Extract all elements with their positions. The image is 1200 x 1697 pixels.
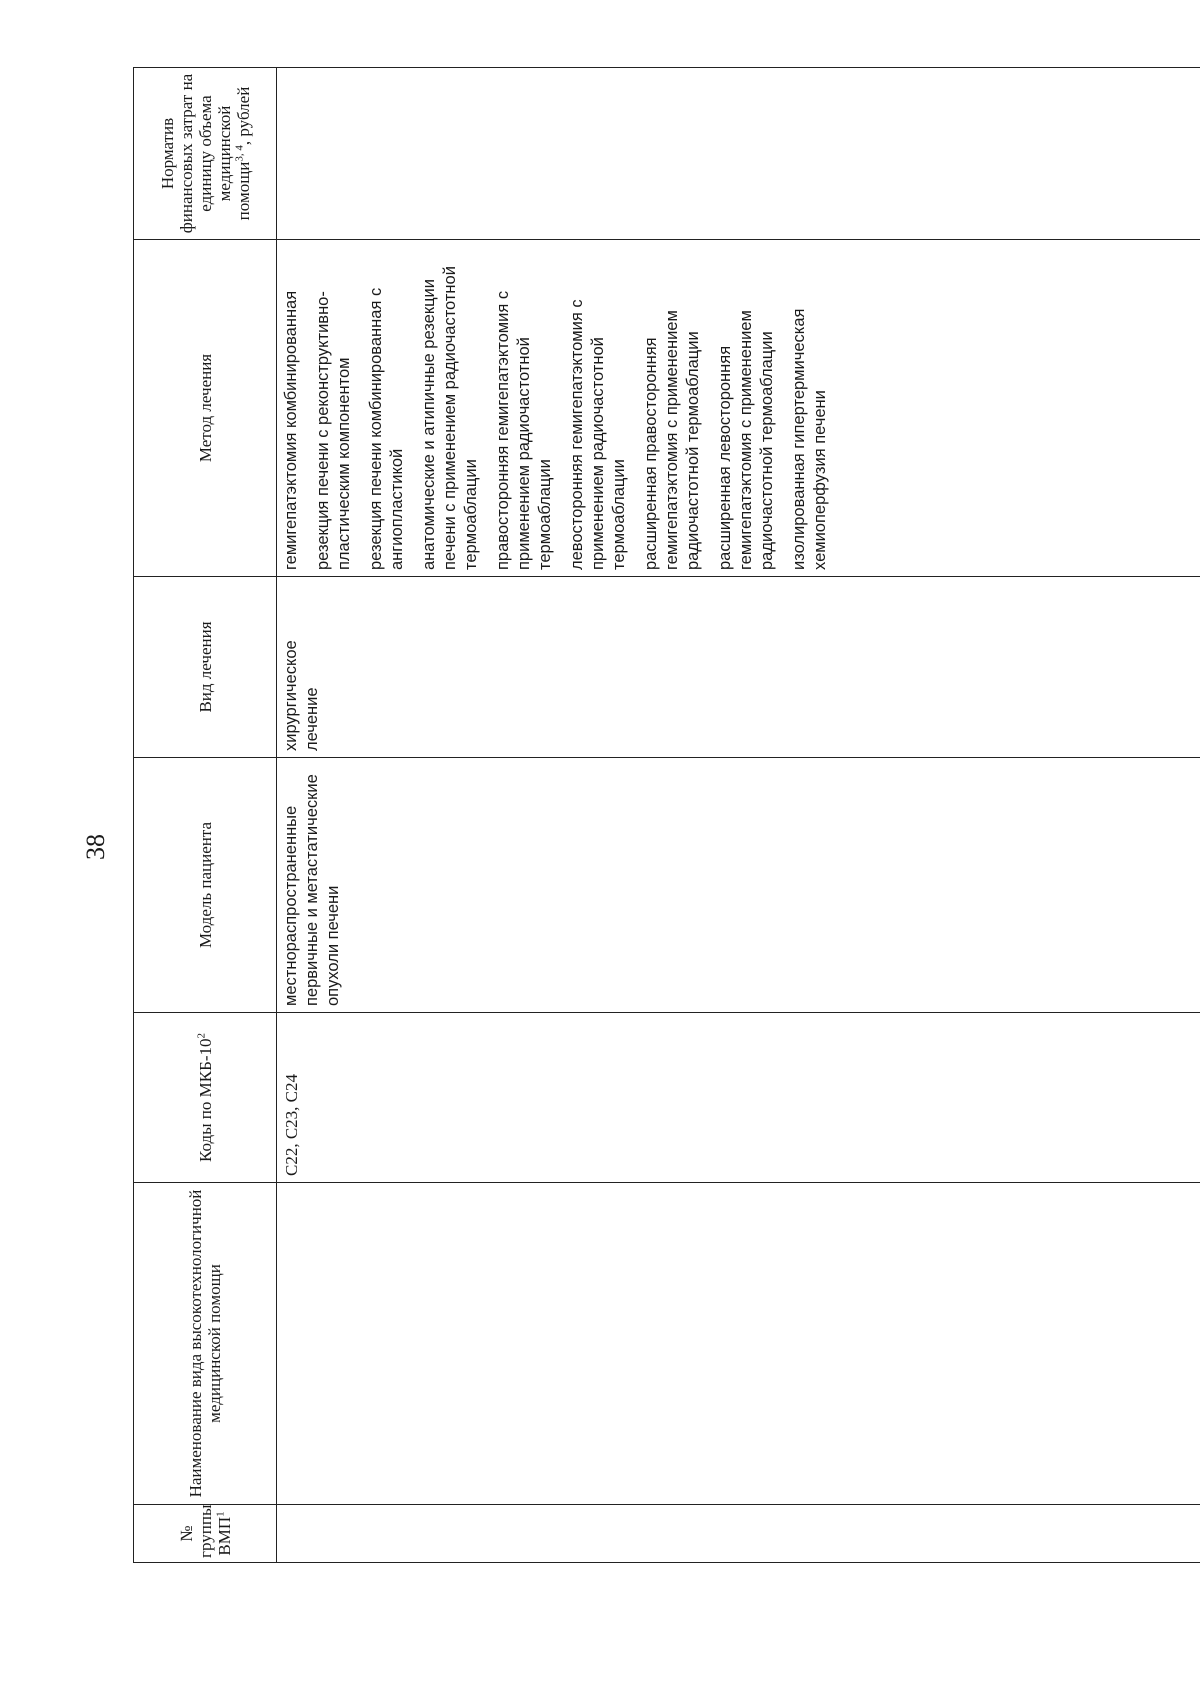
header-name: Наименование вида высокотехнологичной медицинской помощи: [134, 1183, 277, 1505]
method-item: резекция печени с реконструктивно-пластическим компонентом: [314, 291, 353, 570]
cell-name: [277, 1183, 1200, 1505]
method-item: расширенная правосторонняя гемигепатэктомия с применением радиочастотной термоаблации: [642, 310, 702, 570]
method-item: расширенная левосторонняя гемигепатэктомия с применением радиочастотной термоаблации: [716, 310, 776, 570]
method-item: левосторонняя гемигепатэктомия с применением радиочастотной термоаблации: [568, 299, 628, 570]
header-method: Метод лечения: [134, 240, 277, 577]
cell-treatment-type: хирургическое лечение: [277, 577, 1200, 758]
method-item: анатомические и атипичные резекции печени с применением радиочастотной термоаблации: [420, 266, 480, 570]
cell-patient-model: местнораспространенные первичные и метастатические опухоли печени: [277, 758, 1200, 1013]
header-treatment-type: Вид лечения: [134, 577, 277, 758]
cell-codes: C22, C23, C24: [277, 1013, 1200, 1183]
cell-group-no: [277, 1505, 1200, 1563]
cell-cost: [277, 68, 1200, 240]
page-number: 38: [81, 834, 110, 860]
method-item: изолированная гипертермическая хемиоперфузия печени: [790, 308, 829, 570]
header-cost: Норматив финансовых затрат на единицу объема медицинской помощи$^{3, 4}$, рублей: [134, 68, 277, 240]
header-codes: Коды по МКБ-$10^2$: [134, 1013, 277, 1183]
cell-method: [277, 240, 1200, 577]
table-header-row: [134, 68, 277, 1563]
vmp-table-container: [133, 68, 1200, 1563]
table-row: [277, 68, 1200, 1563]
method-item: правосторонняя гемигепатэктомия с применением радиочастотной термоаблации: [494, 290, 554, 570]
method-item: резекция печени комбинированная с ангиопластикой: [367, 287, 406, 570]
vmp-table: [133, 67, 1200, 1563]
header-patient-model: Модель пациента: [134, 758, 277, 1013]
header-group-no: № группы ВМП$^1$: [134, 1505, 277, 1563]
method-item: гемигепатэктомия комбинированная: [282, 290, 300, 570]
